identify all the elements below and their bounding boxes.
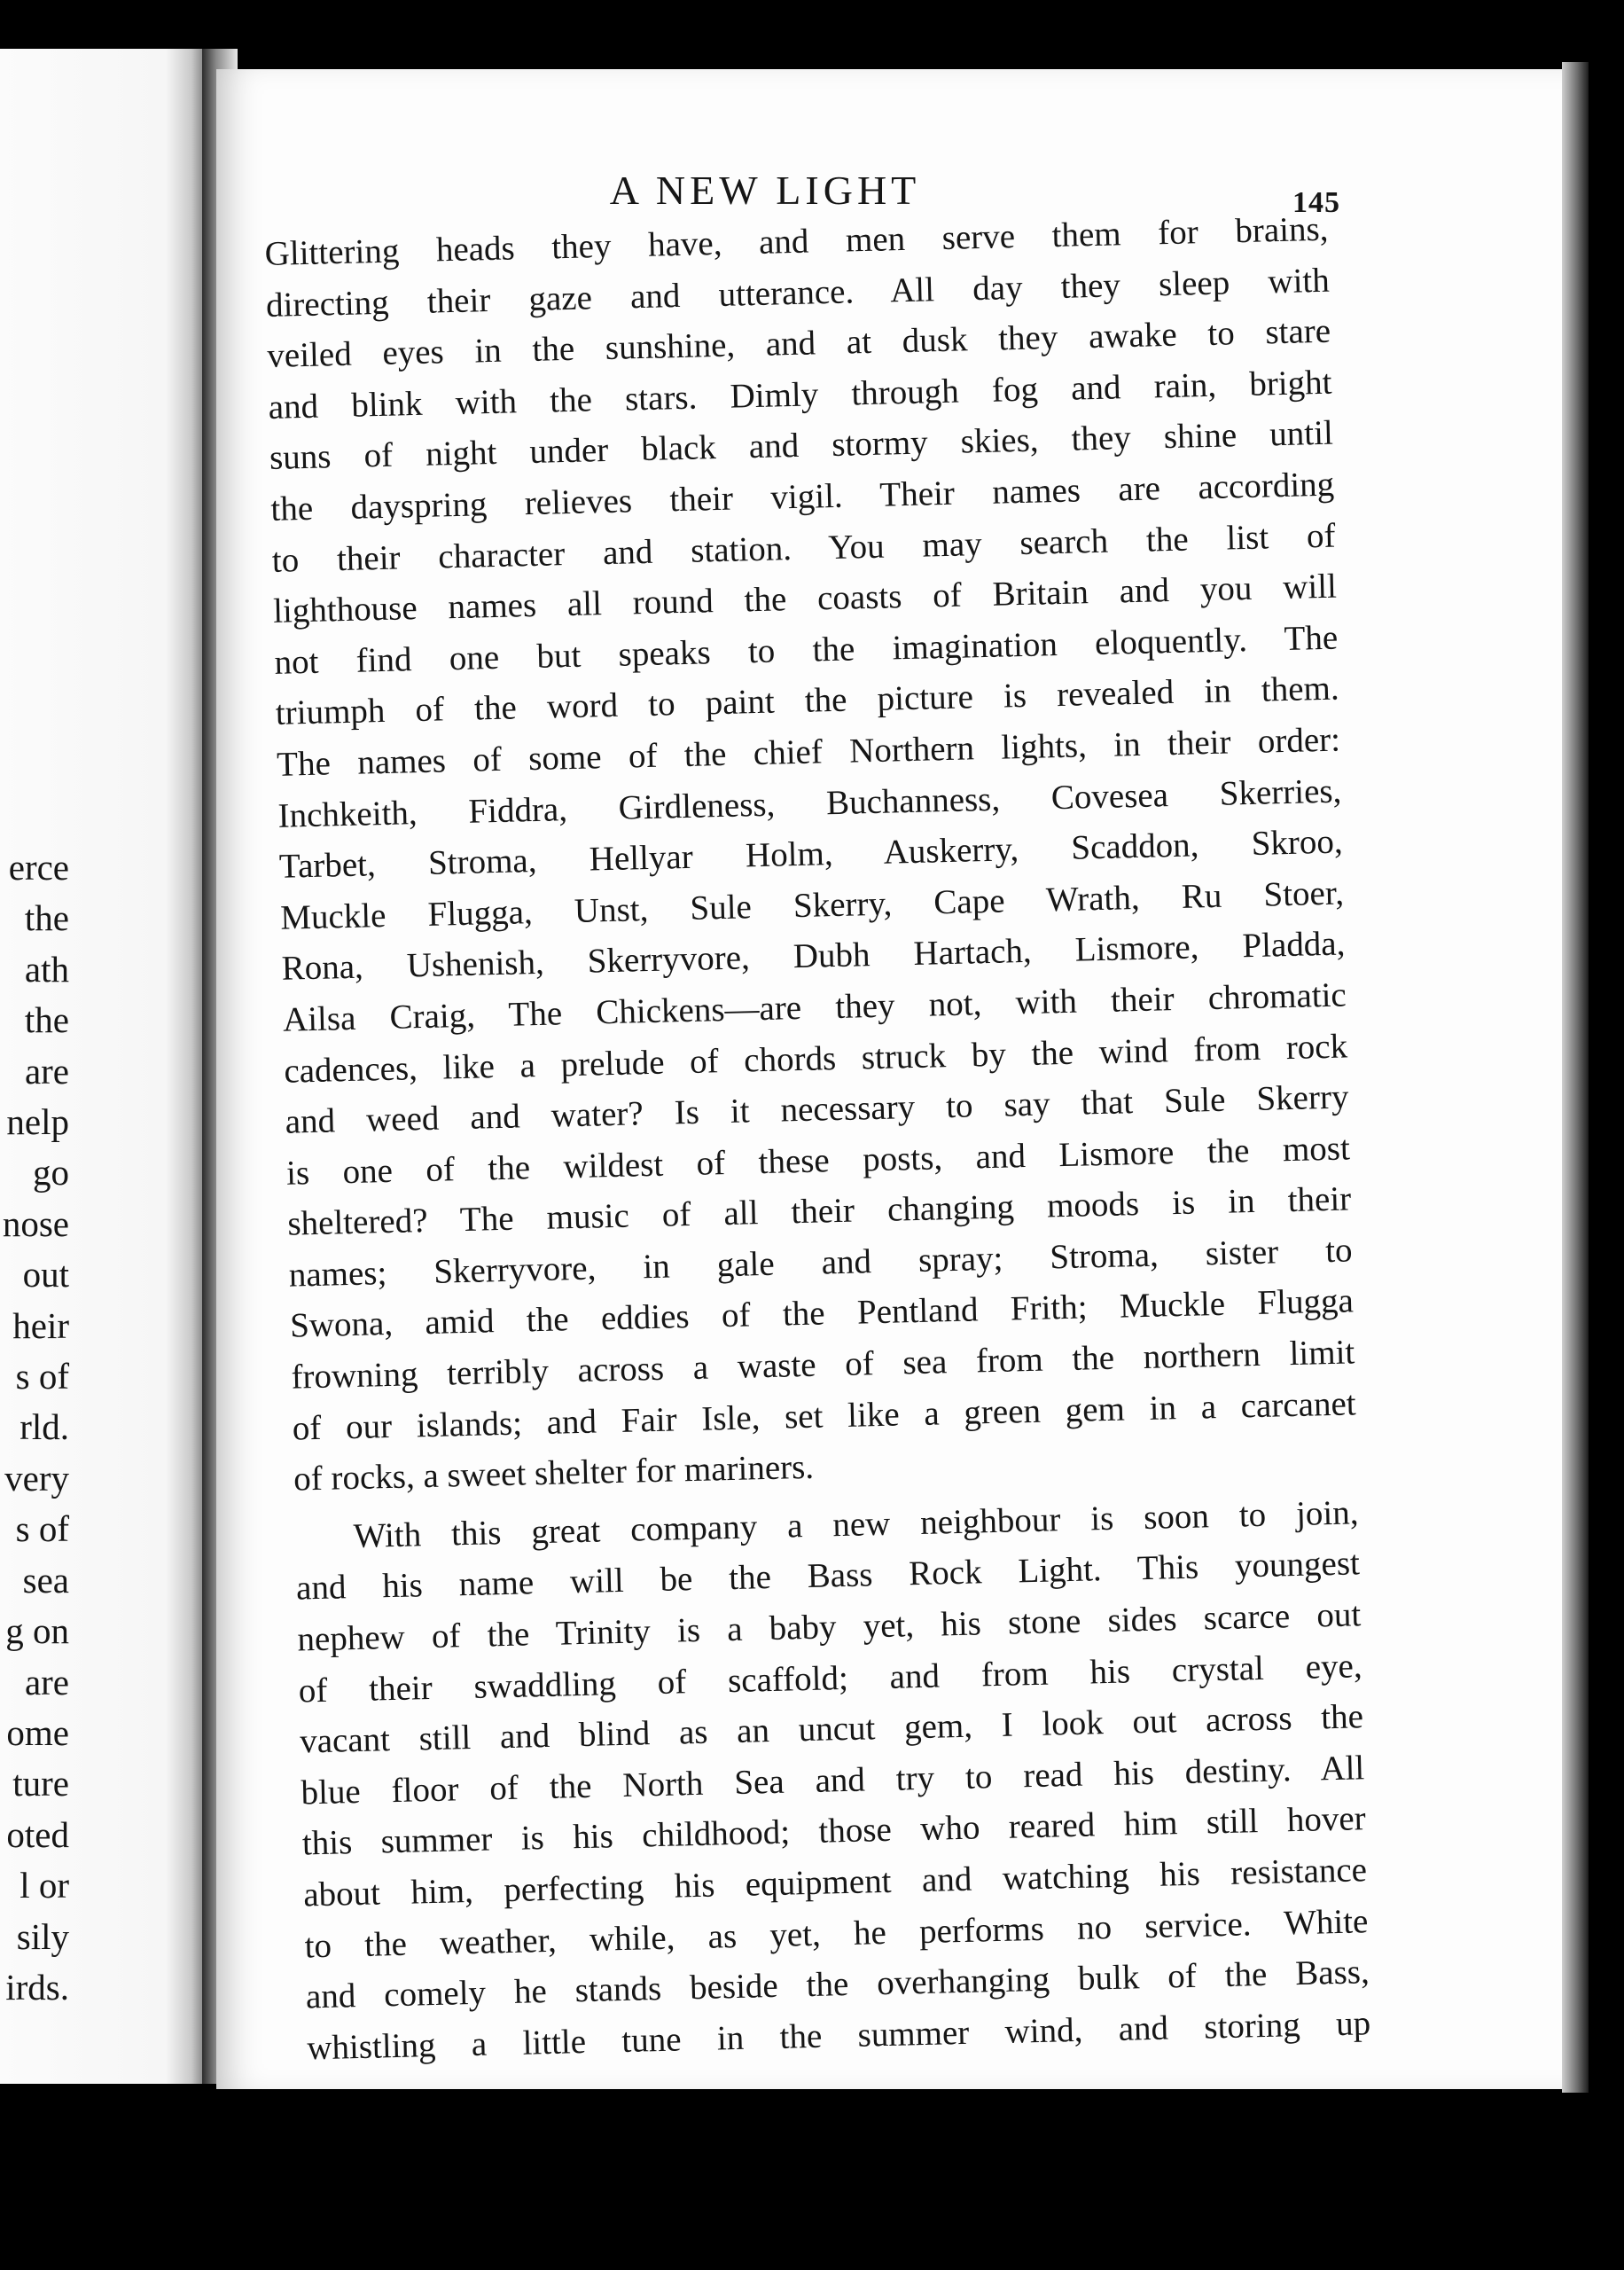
text-line: Inchkeith, Fiddra, Girdleness, Buchanness, Covesea Skerries, (277, 771, 1342, 835)
text-line: and weed and water? Is it necessary to say that Sule Skerry (285, 1077, 1349, 1141)
text-line: Ailsa Craig, The Chickens—are they not, with their chromatic (282, 975, 1347, 1039)
text-line: Glittering heads they have, and men serve them for brains, (264, 209, 1329, 273)
fragment-line: g on (5, 1610, 69, 1652)
text-line: to their character and station. You may search the list of (271, 516, 1336, 580)
text-line: The names of some of the chief Northern lights, in their order: (276, 720, 1341, 784)
text-line: veiled eyes in the sunshine, and at dusk they awake to stare (266, 311, 1331, 376)
previous-page-text-fragments (3, 842, 69, 2013)
text-line: vacant still and blind as an uncut gem, I look out across the (299, 1697, 1364, 1761)
text-line: this summer is his childhood; those who reared him still hover (301, 1799, 1367, 1863)
text-line: not find one but speaks to the imagination eloquently. The (274, 618, 1339, 682)
text-line: sheltered? The music of all their changing moods is in their (286, 1179, 1352, 1243)
text-line: to the weather, while, as yet, he performs no service. White (304, 1901, 1369, 1966)
text-line: directing their gaze and utterance. All day they sleep with (265, 261, 1331, 325)
text-line: about him, perfecting his equipment and watching his resistance (302, 1851, 1368, 1914)
fragment-line: sily (16, 1915, 69, 1957)
fragment-line: ath (24, 948, 69, 990)
fragment-line: the (24, 999, 69, 1041)
fragment-line: go (33, 1152, 69, 1194)
fragment-line: are (24, 1050, 69, 1092)
text-line: frowning terribly across a waste of sea from the northern limit (291, 1333, 1355, 1397)
fragment-line: very (4, 1457, 69, 1499)
text-line: the dayspring relieves their vigil. Their names are according (269, 465, 1335, 528)
text-line: suns of night under black and stormy skies, they shine until (269, 414, 1334, 478)
fragment-line: sea (22, 1559, 69, 1601)
paragraph-end-line: of rocks, a sweet shelter for mariners. (293, 1448, 815, 1499)
text-line: Swona, amid the eddies of the Pentland Frith; Muckle Flugga (289, 1281, 1355, 1346)
fragment-line: out (22, 1254, 69, 1295)
fragment-line: l or (20, 1865, 69, 1906)
fragment-line: ture (12, 1763, 69, 1804)
text-line: and his name will be the Bass Rock Light. This youngest (295, 1544, 1361, 1609)
text-line: Muckle Flugga, Unst, Sule Skerry, Cape Wrath, Ru Stoer, (279, 873, 1345, 937)
fragment-line: erce (8, 847, 69, 888)
fragment-line: rld. (20, 1406, 69, 1448)
text-line: Rona, Ushenish, Skerryvore, Dubh Hartach, Lismore, Pladda, (281, 924, 1346, 989)
text-line: nephew of the Trinity is a baby yet, his stone sides scarce out (296, 1595, 1362, 1659)
previous-page (0, 49, 213, 2084)
text-line: whistling a little tune in the summer wind, and storing up (306, 2003, 1371, 2068)
text-line: names; Skerryvore, in gale and spray; Stroma, sister to (288, 1231, 1353, 1295)
text-line: and blink with the stars. Dimly through fog and rain, bright (268, 363, 1332, 427)
text-line: of their swaddling of scaffold; and from his crystal eye, (298, 1646, 1363, 1710)
fragment-line: ome (6, 1711, 69, 1753)
fragment-line: oted (6, 1813, 69, 1855)
text-line: Tarbet, Stroma, Hellyar Holm, Auskerry, Scaddon, Skroo, (278, 822, 1344, 886)
fragment-line: nelp (6, 1101, 69, 1143)
text-line: cadences, like a prelude of chords struck by the wind from rock (283, 1026, 1348, 1091)
text-line: and comely he stands beside the overhanging bulk of the Bass, (305, 1953, 1370, 2016)
text-line: is one of the wildest of these posts, and Lismore the most (285, 1129, 1351, 1193)
fragment-line: nose (2, 1202, 69, 1244)
text-line: blue floor of the North Sea and try to read his destiny. All (301, 1749, 1365, 1812)
page-number: 145 (1292, 186, 1340, 219)
page-edge (1562, 62, 1589, 2093)
text-line: of our islands; and Fair Isle, set like a green gem in a carcanet (292, 1384, 1357, 1448)
text-line: lighthouse names all round the coasts of Britain and you will (272, 567, 1338, 631)
fragment-line: heir (12, 1304, 69, 1346)
paragraph-first-line: With this great company a new neighbour is soon to join, (353, 1493, 1359, 1555)
fragment-line: s of (15, 1356, 69, 1397)
fragment-line: the (24, 897, 69, 939)
text-line: triumph of the word to paint the picture is revealed in them. (275, 669, 1340, 733)
fragment-line: irds. (5, 1966, 69, 2008)
fragment-line: are (24, 1661, 69, 1702)
body-text (264, 204, 1371, 2074)
running-head: A NEW LIGHT (609, 168, 921, 213)
fragment-line: s of (15, 1508, 69, 1550)
